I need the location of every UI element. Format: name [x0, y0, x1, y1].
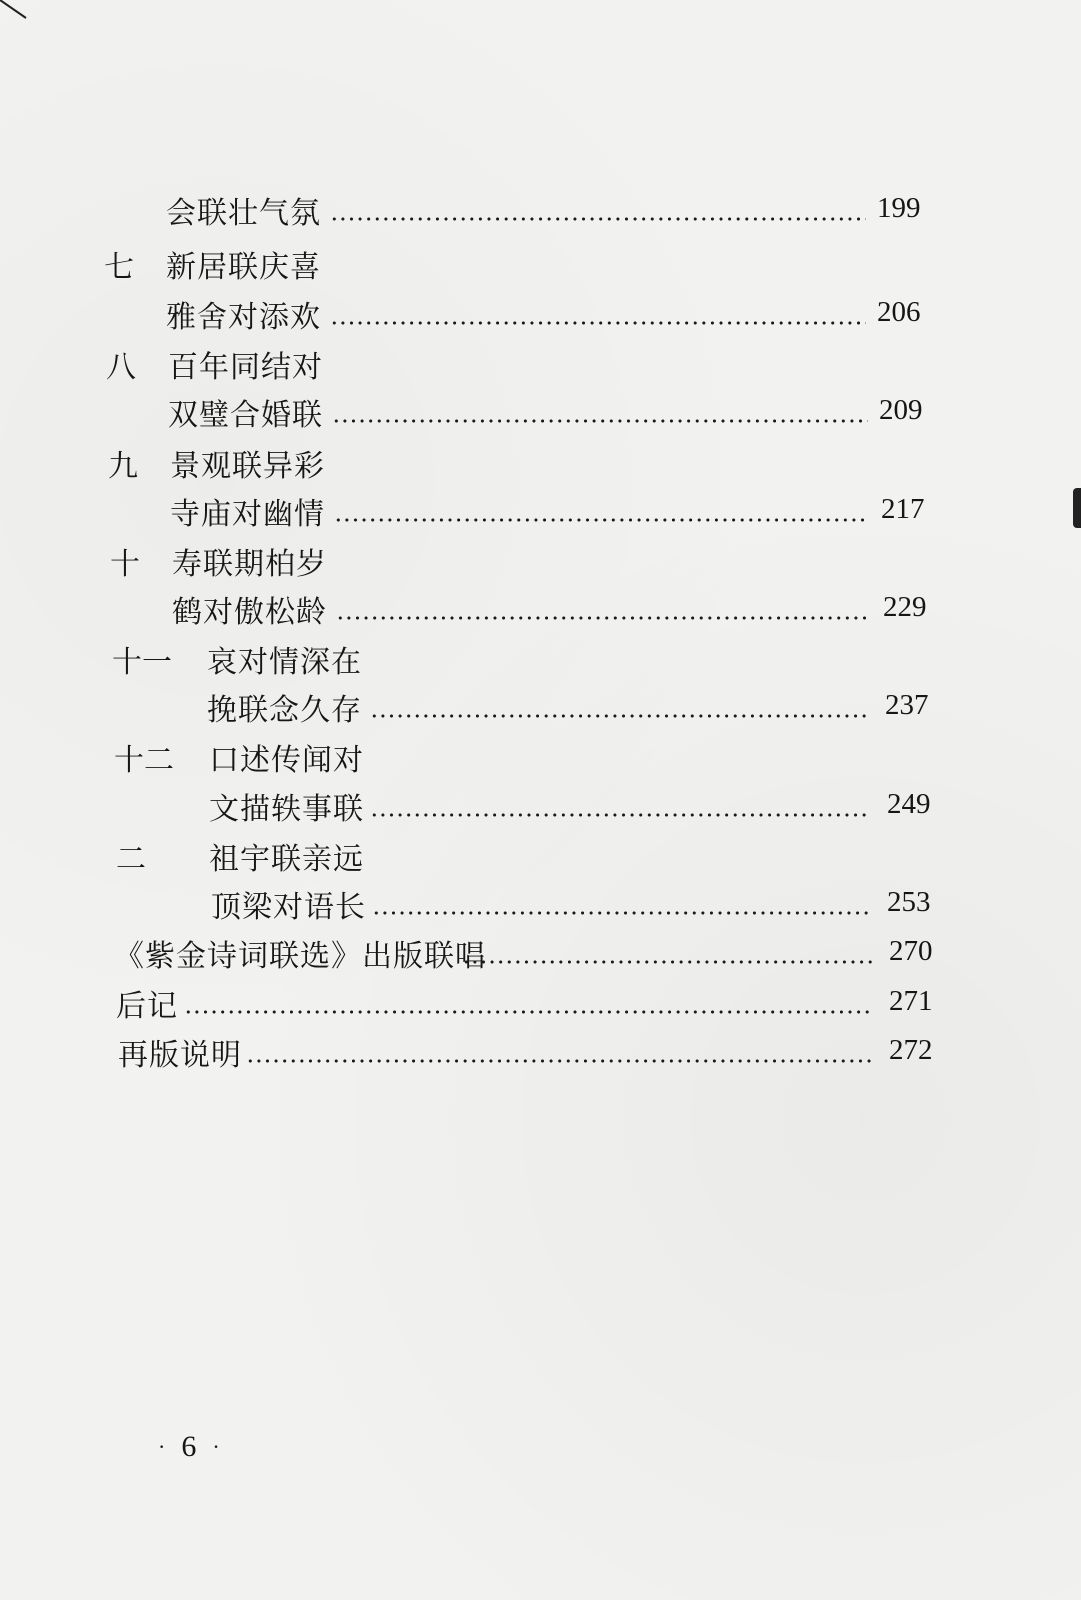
dot-leader	[336, 588, 870, 638]
toc-section-title: 哀对情深在	[207, 645, 362, 680]
toc-entry-title: 双璧合婚联	[168, 398, 323, 433]
toc-entry-page: 253	[887, 885, 931, 918]
toc-entry[interactable]	[0, 391, 1081, 441]
toc-section-title: 新居联庆喜	[166, 250, 321, 285]
toc-entry-page: 199	[877, 191, 921, 224]
dot-leader	[332, 391, 868, 441]
toc-entry-page: 209	[879, 393, 923, 426]
toc-entry[interactable]	[0, 932, 1081, 982]
toc-entry-title: 寺庙对幽情	[170, 497, 325, 532]
toc-entry-page: 229	[883, 590, 927, 623]
toc-section-title: 寿联期柏岁	[172, 547, 327, 582]
toc-entry-page: 270	[889, 934, 933, 967]
toc-entry-page: 206	[877, 295, 921, 328]
corner-fold-mark	[0, 0, 30, 30]
dot-leader	[462, 932, 872, 982]
dot-leader	[372, 883, 872, 933]
toc-section-title: 百年同结对	[168, 350, 323, 385]
toc-section-number: 九	[108, 449, 138, 484]
toc-entry[interactable]	[0, 490, 1081, 540]
toc-section-title: 景观联异彩	[170, 449, 325, 484]
footer-dot-left: ·	[158, 1434, 166, 1459]
toc-entry-page: 237	[885, 688, 929, 721]
toc-section-number: 七	[104, 250, 134, 285]
toc-entry[interactable]	[0, 189, 1081, 239]
toc-section-heading	[0, 243, 1081, 293]
toc-entry-title: 会联壮气氛	[166, 196, 321, 231]
toc-entry-page: 272	[889, 1033, 933, 1066]
dot-leader	[334, 490, 868, 540]
toc-section-number: 二	[116, 842, 146, 877]
toc-entry-page: 249	[887, 787, 931, 820]
page-number: 6	[181, 1430, 197, 1463]
toc-entry-page: 217	[881, 492, 925, 525]
toc-entry-title: 顶梁对语长	[211, 890, 366, 925]
toc-entry[interactable]	[0, 293, 1081, 343]
toc-entry-title: 《紫金诗词联选》出版联唱	[114, 939, 486, 974]
toc-entry[interactable]	[0, 588, 1081, 638]
toc-entry-title: 鹤对傲松龄	[172, 595, 327, 630]
dot-leader	[246, 1031, 874, 1081]
toc-entry[interactable]	[0, 686, 1081, 736]
toc-entry-page: 271	[889, 984, 933, 1017]
dot-leader	[330, 189, 866, 239]
dot-leader	[330, 293, 866, 343]
dot-leader	[370, 686, 870, 736]
footer-dot-right: ·	[212, 1434, 220, 1459]
toc-section-title: 祖宇联亲远	[209, 842, 364, 877]
toc-section-number: 十二	[114, 743, 174, 778]
toc-entry[interactable]	[0, 785, 1081, 835]
toc-section-number: 八	[106, 350, 136, 385]
toc-entry[interactable]	[0, 1031, 1081, 1081]
toc-entry-title: 挽联念久存	[207, 693, 362, 728]
toc-entry-title: 后记	[116, 989, 178, 1024]
dot-leader	[370, 785, 870, 835]
toc-entry-title: 再版说明	[118, 1038, 242, 1073]
toc-entry-title: 雅舍对添欢	[166, 300, 321, 335]
dot-leader	[184, 982, 874, 1032]
toc-section-number: 十	[110, 547, 140, 582]
page-footer	[158, 1430, 220, 1464]
toc-entry-title: 文描轶事联	[209, 792, 364, 827]
toc-section-number: 十一	[112, 645, 172, 680]
toc-section-title: 口述传闻对	[209, 743, 364, 778]
